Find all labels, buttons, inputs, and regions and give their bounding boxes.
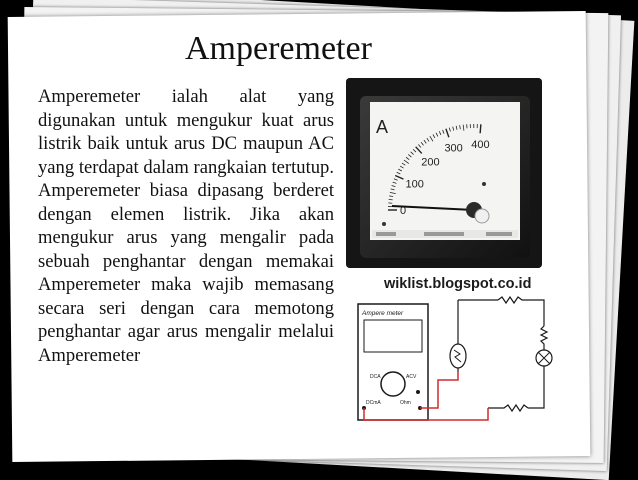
image-source-caption: wiklist.blogspot.co.id [384,276,531,292]
meter-face [370,102,520,240]
ac-source-symbol [450,344,466,368]
selector-dial [381,372,405,396]
description-paragraph: Amperemeter ialah alat yang digunakan untuk mengukur kuat arus listrik baik untuk arus DC maupun AC yang terdapat dalam rangkaian tertutup. Amperemeter biasa dipasang berderet dengan elemen listrik. Jika akan mengukur arus yang mengalir pada sebuah penghantar dengan memakai Amperemeter maka wajib memasang secara seri dengan cara memotong penghantar agar arus mengalir melalui Amperemeter [38,85,334,367]
dial-right-label: ACV [406,374,417,380]
terminal-right-label: Ohm [400,400,411,406]
scale-tick [480,124,481,133]
ammeter-circuit-diagram [348,296,553,436]
red-return-lead [364,408,488,420]
resistor-right [541,326,547,346]
red-test-lead [420,372,458,408]
scale-label: 400 [471,139,489,151]
terminal-left-label: DCmA [366,400,381,406]
resistor-bottom [488,405,528,411]
scale-label: 100 [406,179,424,191]
scale-label: 300 [444,143,462,155]
dial-left-label: DCA [370,374,381,380]
multimeter-display [364,320,422,352]
ammeter-illustration [346,78,542,268]
unit-symbol: A [376,117,388,137]
scale-label: 200 [421,157,439,169]
scale-label: 0 [400,205,406,217]
resistor-top [498,297,544,326]
ammeter-photo [346,78,542,268]
zero-adjust-knob [475,209,489,223]
multimeter-label: Ampere meter [361,310,404,317]
slide-title: Amperemeter [185,30,372,68]
